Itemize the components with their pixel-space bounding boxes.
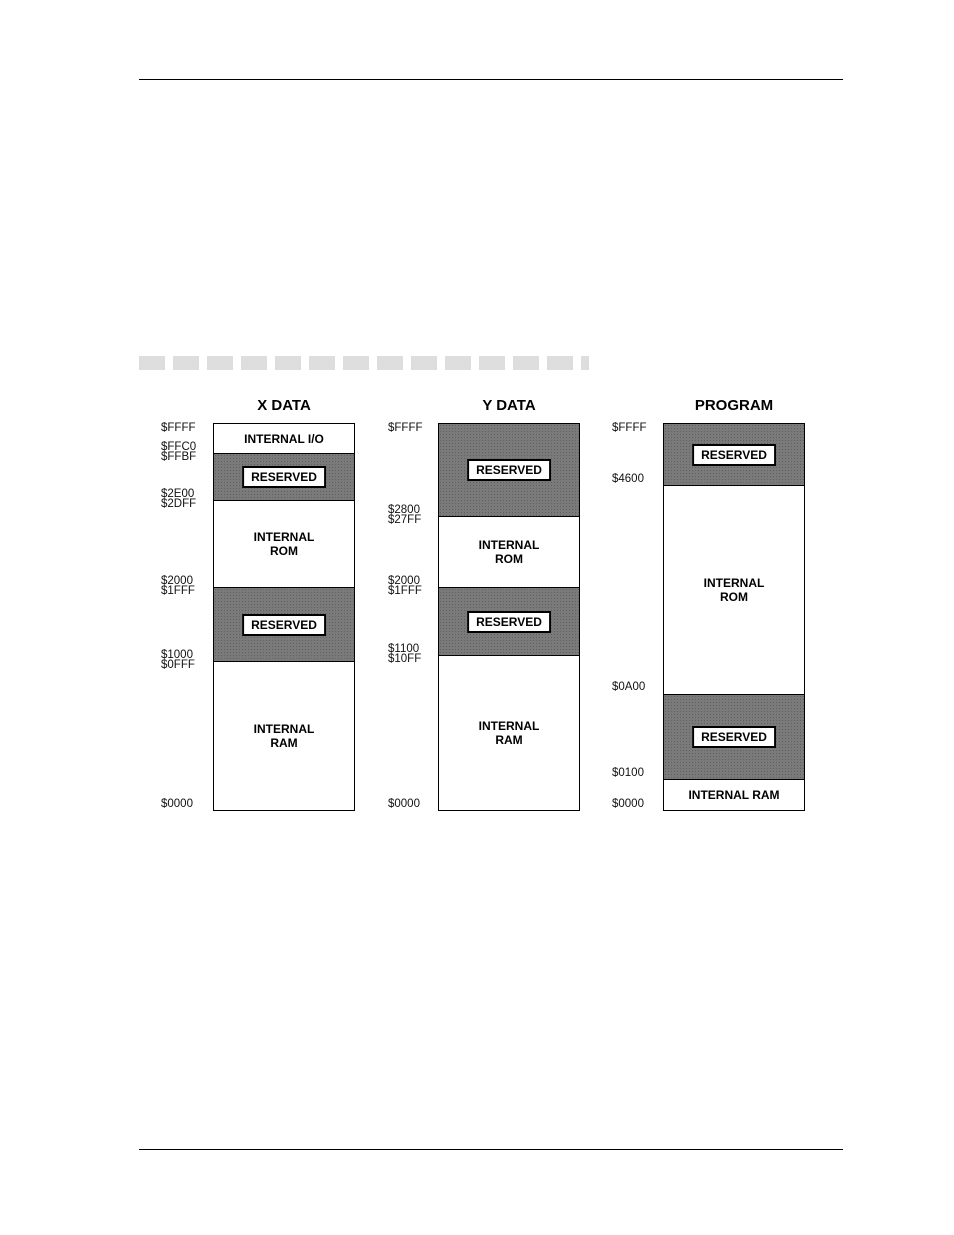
ydata-address-label: $0000 [388,798,420,810]
xdata-address-label: $FFBF [161,451,197,464]
xdata-address-label: $2DFF [161,497,197,510]
ydata-address-label: $27FF [388,514,422,527]
ydata-segment-label: RESERVED [467,459,551,481]
program-segment-reserved-2 [664,695,804,780]
xdata-address-label: $2E00 [161,487,195,500]
ydata-segment-reserved-2 [439,588,579,656]
xdata-address-label: $1FFF [161,585,195,598]
program-segment-reserved-1 [664,424,804,486]
ydata-memory-map [438,423,580,811]
xdata-segment-label: INTERNAL RAM [253,722,315,750]
xdata-segment-internal-io [214,424,354,454]
program-address-label: $4600 [612,472,644,485]
program-segment-label: RESERVED [692,726,776,748]
ydata-segment-label: RESERVED [467,611,551,633]
program-address-label: $FFFF [612,422,647,434]
xdata-segment-internal-ram [214,662,354,810]
program-address-label: $0100 [612,766,644,779]
program-segment-label: RESERVED [692,444,776,466]
xdata-segment-label: RESERVED [242,614,326,636]
xdata-address-label: $FFC0 [161,441,197,454]
xdata-segment-internal-rom [214,501,354,588]
ydata-address-label: $FFFF [388,422,423,434]
xdata-address-label: $FFFF [161,422,196,434]
xdata-memory-map [213,423,355,811]
xdata-address-label: $1000 [161,649,193,662]
ydata-segment-label: INTERNAL ROM [478,538,540,566]
xdata-address-label: $2000 [161,575,193,588]
xdata-segment-label: INTERNAL ROM [253,530,315,558]
program-address-label: $0000 [612,798,644,810]
xdata-segment-label: RESERVED [242,466,326,488]
program-address-label: $0A00 [612,680,646,693]
xdata-segment-label: INTERNAL I/O [244,431,324,446]
footer-rule [139,1149,843,1150]
ydata-segment-label: INTERNAL RAM [478,719,540,747]
xdata-title: X DATA [257,397,311,414]
program-title: PROGRAM [694,397,774,414]
program-segment-internal-rom [664,486,804,695]
ydata-segment-internal-rom [439,517,579,588]
program-segment-label: INTERNAL RAM [688,788,780,802]
ydata-address-label: $2800 [388,504,420,517]
ydata-address-label: $2000 [388,575,420,588]
header-rule [139,79,843,80]
ydata-segment-internal-ram [439,656,579,810]
ydata-address-label: $10FF [388,653,422,666]
xdata-segment-reserved-1 [214,454,354,501]
xdata-address-label: $0FFF [161,659,195,672]
ydata-address-label: $1FFF [388,585,422,598]
faded-caption-artifact [139,356,589,370]
xdata-address-label: $0000 [161,798,193,810]
ydata-address-label: $1100 [388,643,420,656]
xdata-segment-reserved-2 [214,588,354,662]
program-memory-map [663,423,805,811]
program-segment-internal-ram [664,780,804,810]
ydata-segment-reserved-1 [439,424,579,517]
ydata-title: Y DATA [482,397,536,414]
program-segment-label: INTERNAL ROM [703,576,765,604]
